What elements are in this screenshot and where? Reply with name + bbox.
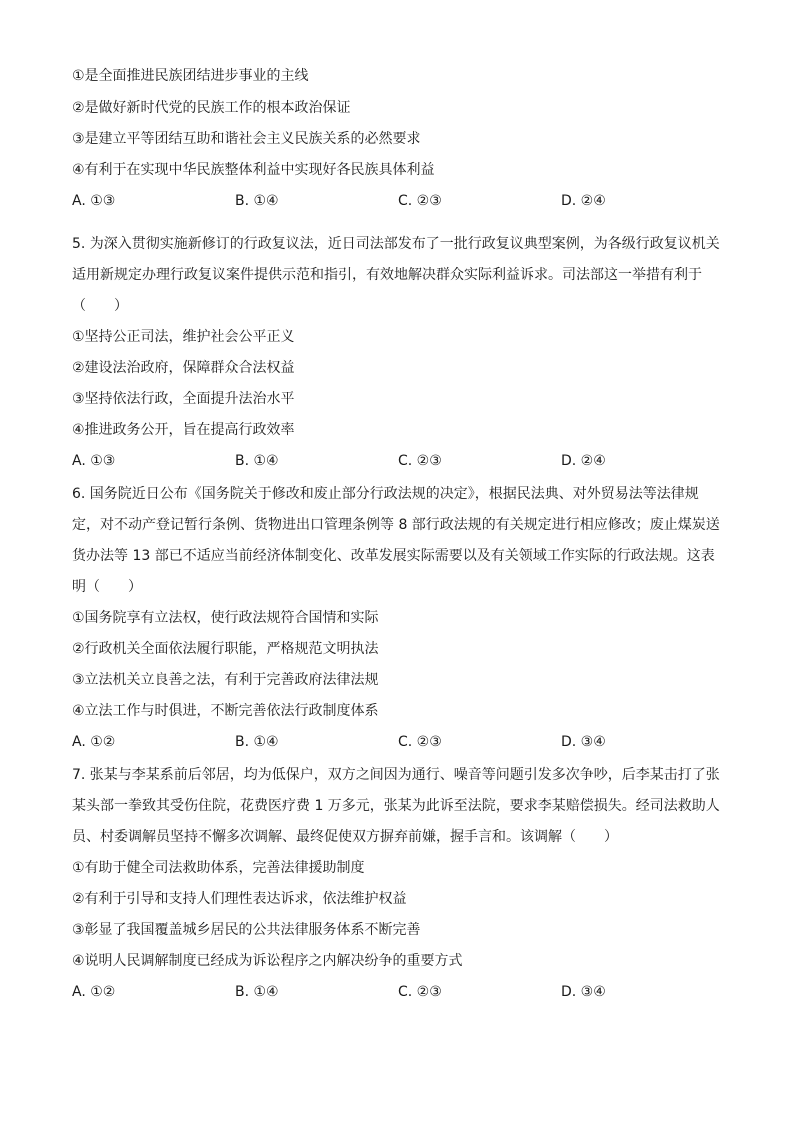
- q5-statement-3: ③坚持依法行政，全面提升法治水平: [72, 391, 295, 407]
- q6-statement-4: ④立法工作与时俱进，不断完善依法行政制度体系: [72, 703, 379, 719]
- q5-option-d: D. ②④: [561, 453, 606, 469]
- q5-option-a: A. ①③: [72, 453, 116, 469]
- q4-options: [72, 192, 732, 210]
- q6-option-d: D. ③④: [561, 734, 606, 750]
- q5-option-c: C. ②③: [398, 453, 442, 469]
- q5-option-b: B. ①④: [235, 453, 279, 469]
- q5-stem-line-2: 适用新规定办理行政复议案件提供示范和指引，有效地解决群众实际利益诉求。司法部这一举措有利于: [72, 267, 702, 283]
- q6-option-b: B. ①④: [235, 734, 279, 750]
- q4-statement-3: ③是建立平等团结互助和谐社会主义民族关系的必然要求: [72, 131, 421, 147]
- q7-option-c: C. ②③: [398, 984, 442, 1000]
- q4-option-a: A. ①③: [72, 193, 116, 209]
- q6-stem-line-2: 定，对不动产登记暂行条例、货物进出口管理条例等 8 部行政法规的有关规定进行相应修改；废止煤炭送: [72, 517, 720, 533]
- q7-options: [72, 983, 732, 1001]
- q6-statement-1: ①国务院享有立法权，使行政法规符合国情和实际: [72, 610, 379, 626]
- q6-statement-2: ②行政机关全面依法履行职能，严格规范文明执法: [72, 641, 379, 657]
- q6-stem-line-3: 货办法等 13 部已不适应当前经济体制变化、改革发展实际需要以及有关领域工作实际的行政法规。这表: [72, 548, 715, 564]
- q6-option-c: C. ②③: [398, 734, 442, 750]
- q4-statement-1: ①是全面推进民族团结进步事业的主线: [72, 68, 309, 84]
- q4-statement-2: ②是做好新时代党的民族工作的根本政治保证: [72, 100, 351, 116]
- q6-option-a: A. ①②: [72, 734, 116, 750]
- q4-option-b: B. ①④: [235, 193, 279, 209]
- q4-option-c: C. ②③: [398, 193, 442, 209]
- q4-option-d: D. ②④: [561, 193, 606, 209]
- q5-statement-1: ①坚持公正司法，维护社会公平正义: [72, 329, 295, 345]
- q6-stem-line-4: 明（ ）: [72, 579, 142, 595]
- q7-stem-line-3: 员、村委调解员坚持不懈多次调解、最终促使双方摒弃前嫌，握手言和。该调解（ ）: [72, 829, 618, 845]
- q7-statement-1: ①有助于健全司法救助体系，完善法律援助制度: [72, 860, 365, 876]
- q7-option-d: D. ③④: [561, 984, 606, 1000]
- q6-options: [72, 733, 732, 751]
- q5-statement-2: ②建设法治政府，保障群众合法权益: [72, 360, 295, 376]
- q5-stem-line-1: 5. 为深入贯彻实施新修订的行政复议法，近日司法部发布了一批行政复议典型案例，为各级行政复议机关: [72, 236, 720, 252]
- q6-stem-line-1: 6. 国务院近日公布《国务院关于修改和废止部分行政法规的决定》，根据民法典、对外贸易法等法律规: [72, 486, 699, 502]
- q7-stem-line-1: 7. 张某与李某系前后邻居，均为低保户，双方之间因为通行、噪音等问题引发多次争吵，后李某击打了张: [72, 767, 720, 783]
- q7-stem-line-2: 某头部一拳致其受伤住院，花费医疗费 1 万多元，张某为此诉至法院，要求李某赔偿损失。经司法救助人: [72, 798, 720, 814]
- q7-statement-2: ②有利于引导和支持人们理性表达诉求，依法维护权益: [72, 891, 407, 907]
- q7-statement-4: ④说明人民调解制度已经成为诉讼程序之内解决纷争的重要方式: [72, 953, 463, 969]
- q6-statement-3: ③立法机关立良善之法，有利于完善政府法律法规: [72, 672, 379, 688]
- q5-stem-line-3: （ ）: [72, 298, 128, 314]
- q4-statement-4: ④有利于在实现中华民族整体利益中实现好各民族具体利益: [72, 162, 435, 178]
- q5-statement-4: ④推进政务公开，旨在提高行政效率: [72, 422, 295, 438]
- q7-option-b: B. ①④: [235, 984, 279, 1000]
- q5-options: [72, 452, 732, 470]
- q7-option-a: A. ①②: [72, 984, 116, 1000]
- q7-statement-3: ③彰显了我国覆盖城乡居民的公共法律服务体系不断完善: [72, 922, 421, 938]
